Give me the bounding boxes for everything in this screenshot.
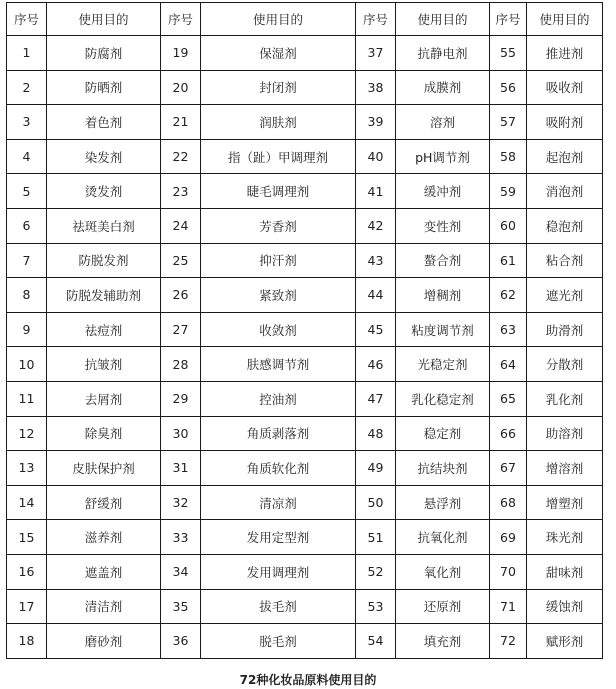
serial-cell: 14 — [7, 485, 47, 520]
purpose-cell: 指（趾）甲调理剂 — [201, 139, 356, 174]
purpose-cell: 抗静电剂 — [396, 36, 490, 71]
serial-cell: 6 — [7, 208, 47, 243]
serial-cell: 39 — [356, 105, 396, 140]
purpose-cell: 清洁剂 — [47, 589, 161, 624]
purpose-cell: 润肤剂 — [201, 105, 356, 140]
purpose-cell: 乳化稳定剂 — [396, 381, 490, 416]
purpose-cell: 溶剂 — [396, 105, 490, 140]
purpose-cell: 还原剂 — [396, 589, 490, 624]
purpose-cell: 皮肤保护剂 — [47, 451, 161, 486]
serial-cell: 1 — [7, 36, 47, 71]
table-row — [7, 451, 603, 486]
serial-cell: 60 — [490, 208, 527, 243]
purpose-cell: 乳化剂 — [527, 381, 603, 416]
purpose-cell: 祛痘剂 — [47, 312, 161, 347]
purpose-cell: 抗结块剂 — [396, 451, 490, 486]
serial-cell: 38 — [356, 70, 396, 105]
purpose-cell: 脱毛剂 — [201, 624, 356, 659]
table-row — [7, 139, 603, 174]
serial-cell: 23 — [161, 174, 201, 209]
purpose-cell: 抗氧化剂 — [396, 520, 490, 555]
serial-cell: 25 — [161, 243, 201, 278]
header-row — [7, 3, 603, 36]
purpose-cell: 珠光剂 — [527, 520, 603, 555]
purpose-cell: 收敛剂 — [201, 312, 356, 347]
purpose-cell: 缓冲剂 — [396, 174, 490, 209]
purpose-cell: 遮光剂 — [527, 278, 603, 313]
purpose-cell: 稳泡剂 — [527, 208, 603, 243]
table-row — [7, 36, 603, 71]
purpose-cell: 变性剂 — [396, 208, 490, 243]
serial-cell: 20 — [161, 70, 201, 105]
purpose-cell: 舒缓剂 — [47, 485, 161, 520]
purpose-cell: 拔毛剂 — [201, 589, 356, 624]
serial-cell: 51 — [356, 520, 396, 555]
purpose-cell: 磨砂剂 — [47, 624, 161, 659]
purpose-cell: 抑汗剂 — [201, 243, 356, 278]
table-row — [7, 554, 603, 589]
purpose-cell: 睫毛调理剂 — [201, 174, 356, 209]
serial-cell: 11 — [7, 381, 47, 416]
table-row — [7, 243, 603, 278]
purpose-table — [6, 2, 603, 659]
purpose-cell: 粘合剂 — [527, 243, 603, 278]
purpose-cell: 祛斑美白剂 — [47, 208, 161, 243]
purpose-cell: 封闭剂 — [201, 70, 356, 105]
purpose-cell: 吸附剂 — [527, 105, 603, 140]
serial-cell: 71 — [490, 589, 527, 624]
table-row — [7, 624, 603, 659]
table-caption: 72种化妆品原料使用目的 — [239, 673, 377, 687]
serial-cell: 31 — [161, 451, 201, 486]
serial-cell: 28 — [161, 347, 201, 382]
table-row — [7, 520, 603, 555]
purpose-cell: 防晒剂 — [47, 70, 161, 105]
serial-cell: 66 — [490, 416, 527, 451]
purpose-cell: 角质剥落剂 — [201, 416, 356, 451]
purpose-cell: 遮盖剂 — [47, 554, 161, 589]
serial-cell: 18 — [7, 624, 47, 659]
serial-cell: 48 — [356, 416, 396, 451]
serial-cell: 29 — [161, 381, 201, 416]
header-serial-2: 序号 — [161, 3, 201, 36]
purpose-cell: 吸收剂 — [527, 70, 603, 105]
purpose-cell: 光稳定剂 — [396, 347, 490, 382]
header-purpose-4: 使用目的 — [527, 3, 603, 36]
serial-cell: 33 — [161, 520, 201, 555]
serial-cell: 46 — [356, 347, 396, 382]
serial-cell: 36 — [161, 624, 201, 659]
serial-cell: 40 — [356, 139, 396, 174]
table-row — [7, 485, 603, 520]
purpose-cell: 填充剂 — [396, 624, 490, 659]
purpose-cell: 防腐剂 — [47, 36, 161, 71]
serial-cell: 35 — [161, 589, 201, 624]
serial-cell: 70 — [490, 554, 527, 589]
table-row — [7, 347, 603, 382]
table-row — [7, 381, 603, 416]
serial-cell: 27 — [161, 312, 201, 347]
purpose-cell: 分散剂 — [527, 347, 603, 382]
serial-cell: 45 — [356, 312, 396, 347]
purpose-cell: 粘度调节剂 — [396, 312, 490, 347]
serial-cell: 7 — [7, 243, 47, 278]
serial-cell: 68 — [490, 485, 527, 520]
purpose-cell: 清凉剂 — [201, 485, 356, 520]
serial-cell: 50 — [356, 485, 396, 520]
header-purpose-2: 使用目的 — [201, 3, 356, 36]
serial-cell: 3 — [7, 105, 47, 140]
serial-cell: 15 — [7, 520, 47, 555]
table-row — [7, 208, 603, 243]
purpose-cell: 控油剂 — [201, 381, 356, 416]
serial-cell: 52 — [356, 554, 396, 589]
serial-cell: 43 — [356, 243, 396, 278]
header-purpose-1: 使用目的 — [47, 3, 161, 36]
purpose-cell: 除臭剂 — [47, 416, 161, 451]
purpose-cell: 稳定剂 — [396, 416, 490, 451]
serial-cell: 16 — [7, 554, 47, 589]
purpose-cell: 滋养剂 — [47, 520, 161, 555]
serial-cell: 41 — [356, 174, 396, 209]
purpose-cell: 缓蚀剂 — [527, 589, 603, 624]
header-serial-1: 序号 — [7, 3, 47, 36]
purpose-cell: pH调节剂 — [396, 139, 490, 174]
serial-cell: 10 — [7, 347, 47, 382]
purpose-cell: 发用调理剂 — [201, 554, 356, 589]
serial-cell: 17 — [7, 589, 47, 624]
purpose-cell: 角质软化剂 — [201, 451, 356, 486]
serial-cell: 5 — [7, 174, 47, 209]
serial-cell: 32 — [161, 485, 201, 520]
header-purpose-3: 使用目的 — [396, 3, 490, 36]
purpose-cell: 悬浮剂 — [396, 485, 490, 520]
purpose-cell: 抗皱剂 — [47, 347, 161, 382]
serial-cell: 42 — [356, 208, 396, 243]
header-serial-4: 序号 — [490, 3, 527, 36]
purpose-cell: 紧致剂 — [201, 278, 356, 313]
table-row — [7, 105, 603, 140]
serial-cell: 57 — [490, 105, 527, 140]
purpose-cell: 起泡剂 — [527, 139, 603, 174]
header-serial-3: 序号 — [356, 3, 396, 36]
serial-cell: 67 — [490, 451, 527, 486]
purpose-cell: 推进剂 — [527, 36, 603, 71]
purpose-cell: 防脱发剂 — [47, 243, 161, 278]
purpose-cell: 成膜剂 — [396, 70, 490, 105]
table-row — [7, 589, 603, 624]
serial-cell: 37 — [356, 36, 396, 71]
purpose-cell: 肤感调节剂 — [201, 347, 356, 382]
purpose-cell: 防脱发辅助剂 — [47, 278, 161, 313]
purpose-cell: 增溶剂 — [527, 451, 603, 486]
serial-cell: 55 — [490, 36, 527, 71]
table-row — [7, 174, 603, 209]
serial-cell: 8 — [7, 278, 47, 313]
table-row — [7, 416, 603, 451]
serial-cell: 26 — [161, 278, 201, 313]
purpose-cell: 氧化剂 — [396, 554, 490, 589]
serial-cell: 2 — [7, 70, 47, 105]
serial-cell: 63 — [490, 312, 527, 347]
table-row — [7, 312, 603, 347]
purpose-cell: 着色剂 — [47, 105, 161, 140]
serial-cell: 49 — [356, 451, 396, 486]
serial-cell: 53 — [356, 589, 396, 624]
serial-cell: 72 — [490, 624, 527, 659]
serial-cell: 58 — [490, 139, 527, 174]
purpose-cell: 去屑剂 — [47, 381, 161, 416]
purpose-cell: 助溶剂 — [527, 416, 603, 451]
serial-cell: 54 — [356, 624, 396, 659]
purpose-cell: 染发剂 — [47, 139, 161, 174]
serial-cell: 61 — [490, 243, 527, 278]
serial-cell: 59 — [490, 174, 527, 209]
purpose-cell: 发用定型剂 — [201, 520, 356, 555]
serial-cell: 44 — [356, 278, 396, 313]
serial-cell: 47 — [356, 381, 396, 416]
purpose-cell: 增塑剂 — [527, 485, 603, 520]
table-row — [7, 70, 603, 105]
serial-cell: 56 — [490, 70, 527, 105]
serial-cell: 22 — [161, 139, 201, 174]
purpose-cell: 增稠剂 — [396, 278, 490, 313]
serial-cell: 13 — [7, 451, 47, 486]
serial-cell: 65 — [490, 381, 527, 416]
serial-cell: 4 — [7, 139, 47, 174]
serial-cell: 9 — [7, 312, 47, 347]
purpose-cell: 保湿剂 — [201, 36, 356, 71]
serial-cell: 30 — [161, 416, 201, 451]
serial-cell: 64 — [490, 347, 527, 382]
table-row — [7, 278, 603, 313]
purpose-cell: 甜味剂 — [527, 554, 603, 589]
purpose-cell: 烫发剂 — [47, 174, 161, 209]
purpose-cell: 赋形剂 — [527, 624, 603, 659]
serial-cell: 24 — [161, 208, 201, 243]
serial-cell: 12 — [7, 416, 47, 451]
purpose-cell: 芳香剂 — [201, 208, 356, 243]
serial-cell: 69 — [490, 520, 527, 555]
serial-cell: 19 — [161, 36, 201, 71]
purpose-cell: 助滑剂 — [527, 312, 603, 347]
serial-cell: 34 — [161, 554, 201, 589]
serial-cell: 21 — [161, 105, 201, 140]
serial-cell: 62 — [490, 278, 527, 313]
table-body — [7, 36, 603, 659]
purpose-cell: 消泡剂 — [527, 174, 603, 209]
purpose-cell: 螯合剂 — [396, 243, 490, 278]
